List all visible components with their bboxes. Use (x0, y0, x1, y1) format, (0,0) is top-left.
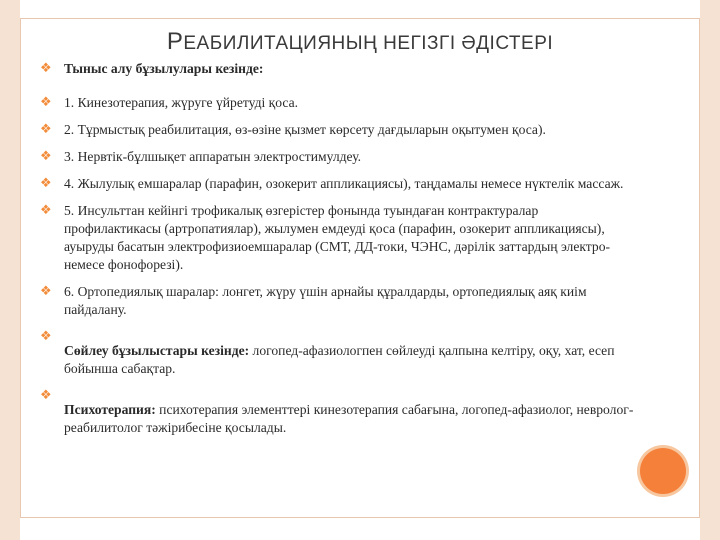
item-bold-label: Сөйлеу бұзылыстары кезінде: (64, 343, 250, 358)
list-item (38, 148, 638, 166)
bullet-list (38, 60, 638, 446)
list-item (38, 121, 638, 139)
diamond-bullet-icon: ❖ (40, 61, 52, 76)
diamond-bullet-icon: ❖ (40, 329, 52, 344)
diamond-bullet-icon: ❖ (40, 95, 52, 110)
item-text: 3. Нервтік-бұлшықет аппаратын электростимулдеу. (64, 149, 362, 164)
right-decor-band (700, 0, 720, 540)
item-text: Тыныс алу бұзылулары кезінде: (64, 61, 264, 76)
item-text: 5. Инсульттан кейінгі трофикалық өзгерістер фонында туындаған контрактуралар профилактикасы (артропатиялар), жылумен емдеуді қоса (парафин, озокерит аппликациясы), ауыруды басатын электрофизиоемшаралар (СМТ, ДД-токи, ЧЭНС, дәрілік заттардың электро- немесе фонофорезі). (64, 203, 611, 272)
list-item (38, 175, 638, 193)
list-item (38, 283, 638, 319)
item-bold-label: Психотерапия: (64, 402, 156, 417)
list-item (38, 387, 638, 437)
orange-circle-decor (640, 448, 686, 494)
diamond-bullet-icon: ❖ (40, 203, 52, 218)
list-item (38, 60, 638, 78)
item-text: 6. Ортопедиялық шаралар: лонгет, жүру үшін арнайы құралдарды, ортопедиялық аяқ киім пайдалану. (64, 284, 587, 317)
diamond-bullet-icon: ❖ (40, 122, 52, 137)
list-item (38, 328, 638, 378)
left-decor-band (0, 0, 20, 540)
list-item (38, 94, 638, 112)
item-text: 4. Жылулық емшаралар (парафин, озокерит аппликациясы), таңдамалы немесе нүктелік массаж. (64, 176, 624, 191)
diamond-bullet-icon: ❖ (40, 176, 52, 191)
item-text: 1. Кинезотерапия, жүруге үйретуді қоса. (64, 95, 299, 110)
list-item (38, 202, 638, 274)
title-first-letter: Р (166, 28, 184, 55)
slide-title (0, 28, 720, 56)
diamond-bullet-icon: ❖ (40, 149, 52, 164)
title-rest: ЕАБИЛИТАЦИЯНЫҢ НЕГІЗГІ ӘДІСТЕРІ (183, 33, 554, 54)
diamond-bullet-icon: ❖ (40, 284, 52, 299)
diamond-bullet-icon: ❖ (40, 388, 52, 403)
item-text: логопед-афазиологпен сөйлеуді қалпына келтіру, оқу, хат, есеп бойынша сабақтар. (64, 343, 615, 376)
item-text: 2. Тұрмыстық реабилитация, өз-өзіне қызмет көрсету дағдыларын оқытумен қоса). (64, 122, 546, 137)
item-text: психотерапия элементтері кинезотерапия сабағына, логопед-афазиолог, невролог-реабилитолог тәжірибесіне қосылады. (64, 402, 634, 435)
